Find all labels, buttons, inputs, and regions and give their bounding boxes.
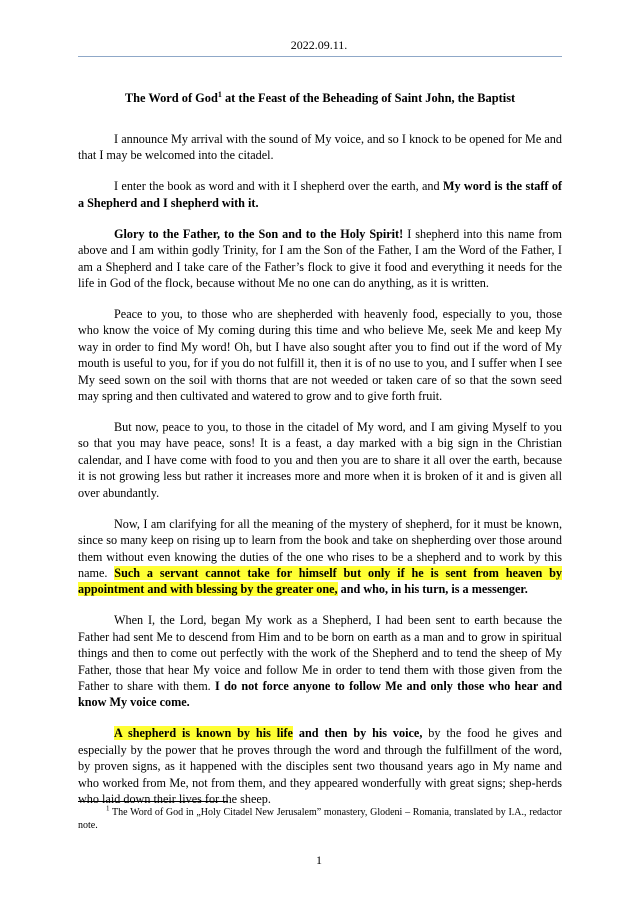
paragraph-1	[78, 131, 562, 164]
paragraph-8-text: by the food he gives and especially by the power that he proves through the word and through the fulfillment of the word, by proven signs, as it happened with the disciples sent two thousand years ago in My name and who worked from Me, not from them, and they appeared wonderfully with great signs; shep-herds who laid down their lives for the sheep.	[78, 726, 562, 806]
paragraph-6-text: Now, I am clarifying for all the meaning of the mystery of shepherd, for it must be known, since so many keep on rising up to learn from the book and take on shepherding over those around them without even knowing the duties of the one who rises to be a shepherd and to work by this name.	[78, 516, 562, 580]
footnote-separator	[78, 801, 228, 802]
paragraph-2	[78, 178, 562, 211]
title-footnote-mark: 1	[217, 89, 222, 99]
paragraph-5	[78, 419, 562, 501]
paragraph-3-text: I shepherd into this name from above and I am within godly Trinity, for I am the Son of the Father, I am the Word of the Father, I am a Shepherd and I take care of the Father’s flock to give it food and everything it needs for the life in God of the flock, because without Me no one can do anything, as it is written.	[78, 226, 562, 291]
paragraph-6-highlight: Such a servant cannot take for himself but only if he is sent from heaven by appointment and with blessing by the greater one,	[78, 565, 562, 597]
paragraph-8	[78, 725, 562, 807]
footnote	[78, 806, 562, 832]
paragraph-2-bold: My word is the staff of a Shepherd and I shepherd with it.	[78, 179, 562, 210]
page-title	[78, 90, 562, 106]
paragraph-3	[78, 226, 562, 292]
title-main: The Word of God	[124, 91, 218, 105]
paragraph-7	[78, 612, 562, 710]
paragraph-2-text: I enter the book as word and with it I shepherd over the earth, and	[114, 179, 443, 194]
footnote-text: The Word of God in „Holy Citadel New Jerusalem” monastery, Glodeni – Romania, translated by I.A., redactor note.	[78, 807, 562, 831]
header-date: 2022.09.11.	[290, 38, 348, 52]
paragraph-7-text: When I, the Lord, began My work as a Shepherd, I had been sent to earth because the Father had sent Me to descend from Him and to be born on earth as a man and to grow in spiritual things and then to come out perfectly with the work of the Shepherd and to tend the sheep of My Father, those that hear My voice and follow Me in order to tend them with those given from the Father to share with them.	[78, 613, 562, 693]
page-number: 1	[316, 853, 322, 867]
footnote-mark: 1	[106, 804, 110, 813]
paragraph-8-highlight: A shepherd is known by his life	[114, 726, 293, 741]
paragraph-6-bold: and who, in his turn, is a messenger.	[337, 582, 528, 597]
paragraph-4	[78, 306, 562, 404]
header-rule	[78, 56, 562, 57]
paragraph-7-bold: I do not force anyone to follow Me and only those who hear and know My voice come.	[78, 678, 562, 710]
paragraph-4-text: Peace to you, to those who are shepherded with heavenly food, especially to you, those who know the voice of My coming during this time and who believe Me, seek Me and keep My way in order to find My word! Oh, but I have also sought after you to find out if the word of My mouth is useful to you, for if you do not fulfill it, then it is of no use to you, and I suffer when I see My seed sown on the soil with thorns that are not weeded or taken care of so that the sown seed may spring and then cultivated and watered to grow and to give forth fruit.	[78, 307, 562, 404]
paragraph-8-bold: and then by his voice,	[292, 726, 423, 741]
paragraph-3-bold: Glory to the Father, to the Son and to the Holy Spirit!	[114, 226, 404, 241]
title-rest: at the Feast of the Beheading of Saint John, the Baptist	[221, 91, 516, 105]
paragraph-6	[78, 516, 562, 598]
document-body	[78, 131, 562, 822]
paragraph-5-text: But now, peace to you, to those in the citadel of My word, and I am giving Myself to you so that you may have peace, sons! It is a feast, a day marked with a big sign in the Christian calendar, and I have come with food to you and then you are to share it all over the earth, because it is not growing less but rather it increases more and more when it is broken of it and is given all over abundantly.	[78, 420, 562, 500]
paragraph-1-text: I announce My arrival with the sound of My voice, and so I knock to be opened for Me and that I may be welcomed into the citadel.	[78, 132, 562, 163]
